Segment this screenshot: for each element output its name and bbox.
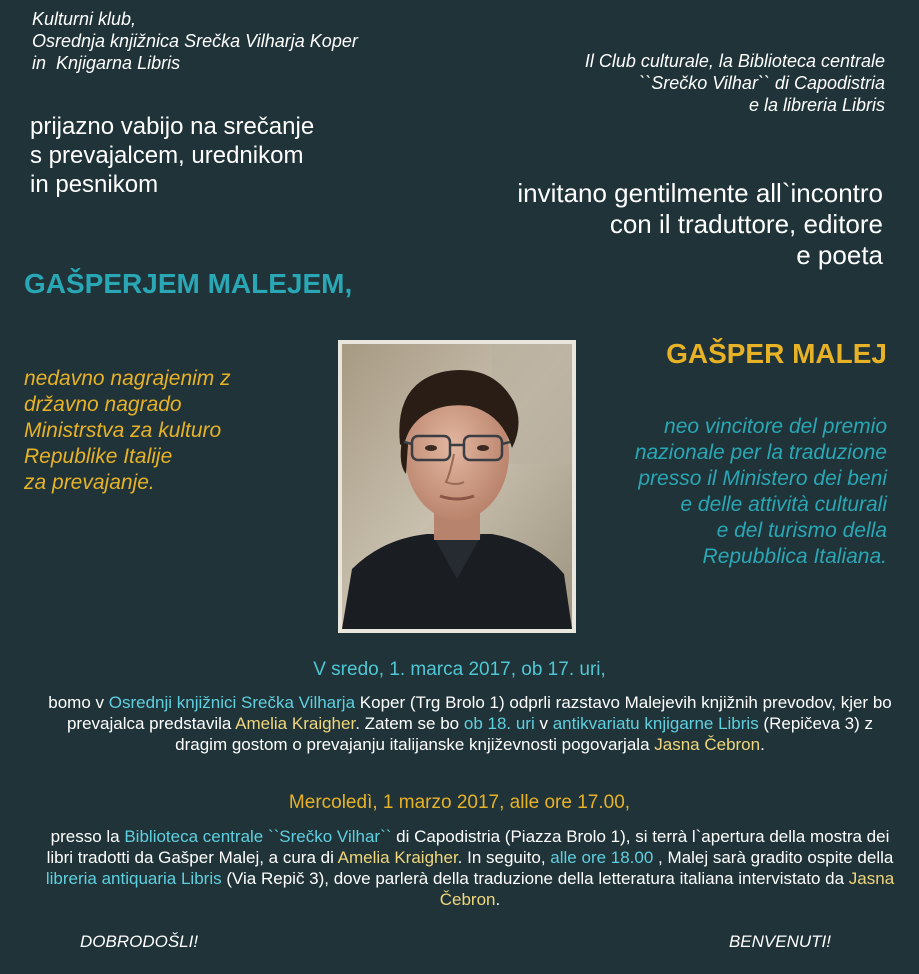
guest-name-sl: GAŠPERJEM MALEJEM, — [24, 268, 353, 299]
details-text: , Malej sarà gradito ospite della — [653, 848, 894, 867]
venue2-highlight: libreria antiquaria Libris — [45, 869, 222, 888]
event-date-it: Mercoledì, 1 marzo 2017, alle ore 17.00, — [288, 792, 631, 813]
details-text: . In seguito, — [457, 848, 551, 867]
welcome-sl: DOBRODOŠLI! — [80, 932, 199, 951]
presenter-highlight: Amelia Kraigher — [235, 714, 356, 733]
details-text: (Via Repič 3), dove parlerà della traduzione della letteratura italiana intervistato da — [221, 869, 849, 888]
presenter-highlight: Amelia Kraigher — [337, 848, 458, 867]
event-date-sl: V sredo, 1. marca 2017, ob 17. uri, — [313, 659, 606, 680]
venue-highlight: Biblioteca centrale ``Srečko Vilhar`` — [124, 827, 392, 846]
venue2-highlight: antikvariatu knjigarne Libris — [552, 714, 759, 733]
details-text: v — [534, 714, 553, 733]
event-details-it — [40, 826, 900, 910]
portrait-illustration — [342, 344, 572, 629]
details-text: . Zatem se bo — [355, 714, 464, 733]
interviewer-highlight: Jasna Čebron — [439, 869, 895, 909]
details-text: presso la — [50, 827, 125, 846]
portrait-photo — [338, 340, 576, 633]
award-text-it: neo vincitore del premio nazionale per la traduzione presso il Ministero dei beni e delle attività culturali e del turismo della Repubblica Italiana. — [634, 415, 887, 568]
details-text: bomo v — [48, 693, 109, 712]
welcome-it: BENVENUTI! — [728, 932, 831, 951]
organizers-sl: Kulturni klub, Osrednja knjižnica Srečka Vilharja Koper in Knjigarna Libris — [32, 9, 358, 73]
details-text: Koper (Trg Brolo 1) odprli razstavo Malejevih knjižnih prevodov, kjer bo prevajalca predstavila — [66, 693, 892, 733]
details-text: (Repičeva 3) z dragim gostom o prevajanju italijanske književnosti pogovarjala — [175, 714, 874, 754]
organizers-it: Il Club culturale, la Biblioteca centrale ``Srečko Vilhar`` di Capodistria e la libreria Libris — [584, 51, 885, 115]
guest-name-it: GAŠPER MALEJ — [666, 338, 887, 369]
invitation-it: invitano gentilmente all`incontro con il traduttore, editore e poeta — [517, 178, 883, 270]
venue-highlight: Osrednji knjižnici Srečka Vilharja — [108, 693, 356, 712]
details-text: . — [495, 890, 501, 909]
event-details-sl — [40, 692, 900, 755]
time-highlight: alle ore 18.00 — [550, 848, 654, 867]
time-highlight: ob 18. uri — [463, 714, 535, 733]
details-text: di Capodistria (Piazza Brolo 1), si terrà l`apertura della mostra dei libri tradotti da Gašper Malej, a cura di — [46, 827, 890, 867]
invitation-sl: prijazno vabijo na srečanje s prevajalcem, urednikom in pesnikom — [30, 113, 315, 198]
details-text: . — [760, 735, 765, 754]
award-text-sl: nedavno nagrajenim z državno nagrado Ministrstva za kulturo Republike Italije za prevajanje. — [24, 367, 231, 494]
interviewer-highlight: Jasna Čebron — [654, 735, 761, 754]
